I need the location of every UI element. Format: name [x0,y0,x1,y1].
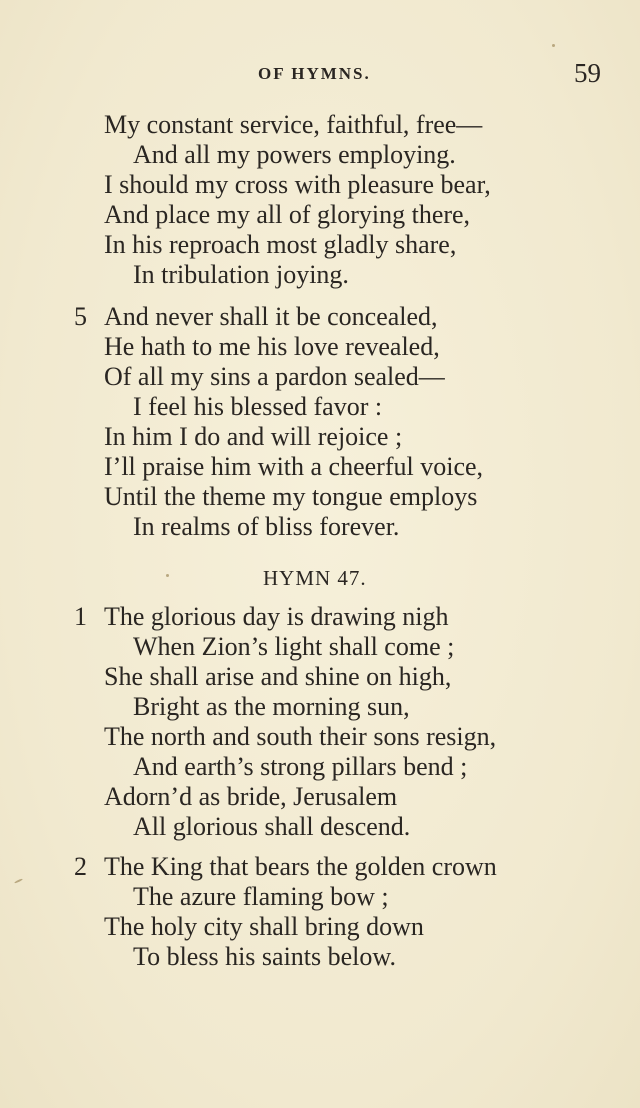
hymn-title: HYMN 47. [263,566,367,590]
paper-speck [14,878,23,884]
stanza-number: 1 [74,602,87,631]
stanza-number: 2 [74,852,87,881]
page-header [0,58,640,90]
book-page: OF HYMNS. 59 My constant service, faithful, free— And all my powers employing. I should my cross with pleasure bear, And place my all of glorying there, In his reproach most gladly share, In tribulation joying. 5 And never shall it be concealed, He hath to me his love revealed, Of all my sins a pardon sealed— I feel his blessed favor : In him I do and will rejoice ; I’ll praise him with a cheerful voice, Until the theme my tongue employs In realms of bliss forever. HYMN 47. 1 The glorious day is drawing nigh When Zion’s light shall come ; She shall arise and shine on high, Bright as the morning sun, The north and south their sons resign, And earth’s strong pillars bend ; Adorn’d as bride, Jerusalem All glorious shall descend. 2 The King that bears the golden crown The azure flaming bow ; The holy city shall bring down To bless his saints below. [0,0,640,1108]
page-number: 59 [574,58,601,88]
paper-speck [552,44,555,47]
running-head: OF HYMNS. [258,64,371,83]
paper-speck [166,574,169,577]
stanza-number: 5 [74,302,87,331]
